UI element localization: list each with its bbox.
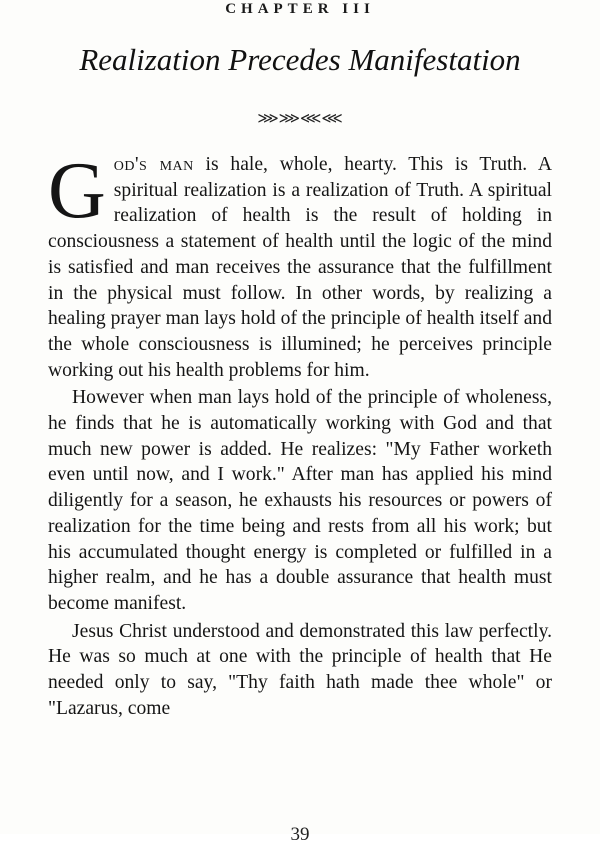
drop-cap: G [48, 147, 106, 235]
chapter-label: CHAPTER III [225, 1, 375, 17]
paragraph-1-text: is hale, whole, hearty. This is Truth. A spiritual realization is a realization of Truth. A spiritual realization of health is the result of holding in consciousness a statement of health until the logic of the mind is satisfied and man receives the assurance that the fulfillment in the physical must follow. In other words, by realizing a healing prayer man lays hold of the principle of health itself and the whole consciousness is illumined; he perceives principle working out his health problems for him. [48, 154, 552, 381]
paragraph-3: Jesus Christ understood and demonstrated this law perfectly. He was so much at one with the principle of health that He needed only to say, "Thy faith hath made thee whole" or "Lazarus, come [48, 620, 552, 719]
body-text [48, 147, 552, 721]
chapter-title: Realization Precedes Manifestation [79, 42, 521, 77]
page-number: 39 [290, 824, 310, 845]
ornament-divider: ⋙⋙⋘⋘ [257, 111, 343, 127]
paragraph-1 [48, 147, 552, 383]
paragraph-2: However when man lays hold of the principle of wholeness, he finds that he is automatically working with God and that much new power is added. He realizes: "My Father worketh even until now, and I work." After man has applied his mind diligently for a season, he exhausts his resources or powers of realization for the time being and rests from all his work; but his accumulated thought energy is completed or fulfilled in a higher realm, and he has a double assurance that health must become manifest. [48, 387, 552, 614]
lead-small-caps: od's man [113, 154, 194, 175]
